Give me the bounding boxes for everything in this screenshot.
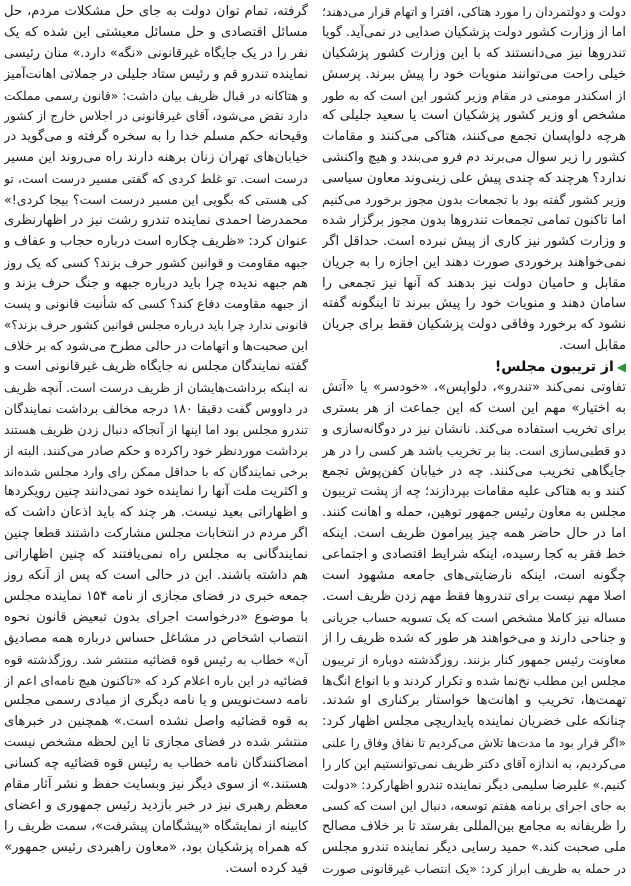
text-line: کنند و به هتاکی علیه مقامات بپردازند؛ چه از پشت تریبون xyxy=(322,484,626,500)
left-column xyxy=(4,2,308,879)
text-line: گرفته، تمام توان دولت به جای حل مشکلات مردم، حل xyxy=(4,4,308,19)
text-line: مسائل اقتصادی و حل مسائل معیشتی این شده که یک xyxy=(4,24,308,40)
text-line: معظم رهبری نیز در خبر بازدید رئیس جمهوری و اعضای xyxy=(4,797,308,813)
text-line: مساله نیز کاملا مشخص است که یک تسویه حساب جریانی xyxy=(322,609,626,625)
text-line: درست است. تو غلط کردی که گفتی مسیر درست است، تو xyxy=(4,172,308,187)
text-line: وزیر کشور گفته بود با تجمعات بدون مجوز برخورد می‌کنیم xyxy=(322,192,626,208)
text-line: به قوه قضائیه واصل نشده است.» همچنین در خبرهای xyxy=(4,714,308,730)
text-line: دولت و دولتمردان را مورد هتاکی، افترا و اتهام قرار می‌دهند؛ xyxy=(322,5,626,19)
text-line: نمی‌خواهند برخوردی صورت دهند این اجازه را به جریان xyxy=(322,254,626,270)
text-line: تهمت‌ها، تخریب و اهانت‌ها خواستار برکناری او شدند. xyxy=(322,693,626,709)
text-line: عنوان کرد: «ظریف چکاره است درباره حجاب و عفاف و xyxy=(4,233,308,249)
text-line: قید کرده است. xyxy=(225,860,308,876)
text-line: هستند.» از سوی دیگر نیز وبسایت حفظ و نشر آثار مقام xyxy=(4,776,308,792)
text-line: از جبهه مقاومت دفاع کند؟ کسی که شأنیت قانونی و پست xyxy=(4,296,308,312)
text-line: دو قطبی‌سازی است. بنا بر تخریب باشد هر کسی را در هر xyxy=(322,442,626,458)
text-line: جایگاهی تخریب می‌کنند. چه در خیابان کفن‌پوش تجمع xyxy=(322,463,626,479)
text-line: سامان دهند و منویات خود را پیش ببرند تا اینگونه گفته xyxy=(322,296,626,312)
text-line: تندروها نیز می‌دانستند که با این وزارت کشور پزشکیان xyxy=(322,45,626,61)
text-line: و هتاکانه در قبال ظریف بیان داشت: «قانون رسمی مملکت xyxy=(4,88,308,103)
text-line: آن» خطاب به رئیس قوه قضائیه منتشر شد. روزگذشته قوه xyxy=(4,652,308,667)
text-line: و وزارت کشور نیز کاری از پیش نبرده است. حداقل اگر xyxy=(322,233,626,249)
section-heading-text: از تریبون مجلس! xyxy=(494,359,614,376)
text-line: محمدرضا احمدی نماینده تندرو رشت نیز در اظهارنظری xyxy=(4,212,308,228)
article-paragraph-continued xyxy=(4,2,308,879)
text-line: خیابان‌های تهران زنان برهنه دارند راه می‌روند این مسیر xyxy=(4,150,308,166)
text-line: کی هستی که بگویی این مسیر درست است؟ بیجا کردی!» xyxy=(4,192,308,208)
text-line: به اختیار» مهم این است که این جماعت از هر بستری xyxy=(322,400,626,416)
text-line: قضائیه در این باره اعلام کرد که «تاکنون هیچ نامه‌ای اعم از xyxy=(4,672,308,688)
text-line: اصلا مهم نیست برای تندروها فقط مهم زدن ظریف است. xyxy=(322,588,626,604)
text-line: در داووس گفت دقیقا ۱۸۰ درجه مخالف برداشت نمایندگان xyxy=(4,400,308,416)
triangle-left-icon: ◀ xyxy=(616,360,626,375)
text-line: و اظهاراتی بعید نیست. هر چند که باید اذعان داشت که xyxy=(4,505,308,521)
text-line: منتشر شده در فضای مجازی تا این لحظه مشخص نیست xyxy=(4,735,308,751)
text-line: نامه دست‌نویس و یا نامه دیگری از مبادی رسمی مجلس xyxy=(4,693,308,709)
text-line: امضاکنندگان نامه خطاب به رئیس قوه قضائیه چه کسانی xyxy=(4,756,308,772)
text-line: کابینه از نمایشگاه «پیشگامان پیشرفت»، سمت ظریف را xyxy=(4,818,308,834)
text-line: تفاوتی نمی‌کند «تندرو»، دلواپس»، «خودسر» یا «آتش xyxy=(322,380,626,396)
text-line: این صحبت‌ها و اتهامات در حالی مطرح می‌شود که بر خلاف xyxy=(4,338,308,354)
text-line: را ظریفانه به مجامع بین‌المللی بفرستد تا بر خلاف مصالح xyxy=(322,818,626,834)
text-line: به جای اجرای برنامه هفتم توسعه، دنبال این است که کسی xyxy=(322,797,626,813)
text-line: مقابل است. xyxy=(559,338,626,354)
text-line: «اگر قرار بود ما مدت‌ها تلاش می‌کردیم تا نفاق وفاق را علنی xyxy=(322,736,626,751)
text-line: نماینده تندرو قم و رئیس ستاد جلیلی در جملاتی اهانت‌آمیز xyxy=(4,66,308,82)
text-line: مقابل و حامیان دولت نیز بدهند که آنها نیز تجمعی را xyxy=(322,275,626,291)
right-column xyxy=(322,2,626,879)
text-line: جمعه خبری در فضای مجازی از نامه ۱۵۴ نماینده مجلس xyxy=(4,588,308,604)
text-line: با موضوع «درخواست اجرای بدون تبعیض قانون نحوه xyxy=(4,609,308,625)
text-line: می‌کردیم، به اندازه آقای دکتر ظریف نمی‌توانستیم این کار را xyxy=(322,757,626,772)
text-line: نمایندگانی به مجلس راه نمی‌یافتند که چنین اظهاراتی xyxy=(4,547,308,563)
text-line: انتصاب اشخاص در مشاغل حساس درباره همه مصادیق xyxy=(4,630,308,646)
text-line: و جناحی دارند و می‌خواهند هر طور که شده ظریف را از xyxy=(322,630,626,646)
text-line: دارد نقض می‌شود، آقای غیرقانونی در اجلاس خارج از کشور xyxy=(4,109,308,124)
text-line: هم جبهه ندیده چرا باید درباره جبهه و جنگ حرف بزند و xyxy=(4,275,308,291)
text-line: چنانکه علی خضریان نماینده پایداریچی مجلس اظهار کرد: xyxy=(322,714,626,730)
text-line: برخی نمایندگان که با حداقل ممکن رای وارد مجلس شده‌اند xyxy=(4,464,308,479)
text-line: هرچه دلواپسان تجمع می‌کنند، هتاکی می‌کنند و مقامات xyxy=(322,129,626,145)
section-heading xyxy=(322,357,626,378)
text-line: خط فقر به کجا رسیده، اینکه شرایط اقتصادی و اجتماعی xyxy=(322,547,626,563)
text-line: که همراه پزشکیان بود، «معاون راهبردی رئیس جمهور» xyxy=(4,839,308,855)
text-line: معاونت رئیس جمهور کنار بزنند. روزگذشته دوباره از تریبون xyxy=(322,652,626,667)
text-line: نشود که برخورد وفاقی دولت پزشکیان فقط برای جریان xyxy=(322,317,626,333)
text-line: اما از وزارت کشور دولت پزشکیان صدایی در نمی‌آید. گویا xyxy=(322,24,626,40)
text-line: اما در حال حاضر همه چیز پیرامون ظریف است. اینکه xyxy=(322,526,626,542)
text-line: چگونه است، اینکه نارضایتی‌های جامعه مشهود است xyxy=(322,568,626,584)
text-line: اگر مردم در انتخابات مجلس مشارکت داشتند قطعا چنین xyxy=(4,526,308,542)
text-line: گفته نمایندگان مجلس نه جایگاه ظریف غیرقانونی است و xyxy=(4,359,308,375)
text-line: مشخص او وزیر کشور پزشکیان است یا سعید جلیلی که xyxy=(322,108,626,124)
text-line: خیلی راحت می‌توانند منویات خود را پیش ببرند. پرسش xyxy=(322,66,626,82)
text-line: برداشت موردنظر خود راکرده و حکم صادر می‌کنند. البته از xyxy=(4,442,308,458)
text-line: ندارد؟ هرچند که چندی پیش علی زینی‌وند معاون سیاسی xyxy=(322,171,626,187)
article-paragraph-parliament xyxy=(322,378,626,879)
article-paragraph-interior-ministry xyxy=(322,2,626,357)
text-line: نه اینکه برداشت‌هایشان از ظریف درست است. آنچه ظریف xyxy=(4,381,308,396)
text-line: کنیم.» علیرضا سلیمی دیگر نماینده تندرو اظهارکرد: «دولت xyxy=(322,776,626,792)
text-line: تندرو مجلس بود اما اینها از آنجاکه دنبال زدن ظریف هستند xyxy=(4,421,308,437)
text-line: از اسکندر مومنی در مقام وزیر کشور این است که به طور xyxy=(322,87,626,103)
text-line: برای تخریب استفاده می‌کند. نانشان نیز در دوگانه‌سازی و xyxy=(322,421,626,437)
text-line: نفر را در یک جایگاه غیرقانونی «نگه» دارد.» منان رئیسی xyxy=(4,45,308,61)
text-line: و اکثریت ملت آنها را نماینده خود نمی‌دانند چنین رویکردها xyxy=(4,484,308,500)
text-line: ملی صحبت کند.» حمید رسایی دیگر نماینده تندرو مجلس xyxy=(322,839,626,855)
text-line: قانونی ندارد چرا باید درباره مجلس قوانین کشور حرف بزند؟» xyxy=(4,318,308,333)
text-line: در حمله به ظریف ابراز کرد: «یک انتصاب غیرقانونی صورت xyxy=(322,861,626,876)
text-line: مجلس این مطلب نخ‌نما شده و تکرار کردند و با انواع انگ‌ها xyxy=(322,672,626,688)
text-line: هم داشته باشند. این در حالی است که پس از آنکه روز xyxy=(4,568,308,584)
text-line: جبهه مقاومت و قوانین کشور حرف بزند؟ کسی که یک روز xyxy=(4,254,308,270)
text-line: مجلس به معاون رئیس جمهور توهین، حمله و اهانت کنند. xyxy=(322,505,626,521)
text-line: وقیحانه حکم مسلم خدا را به سخره گرفته و می‌گوید در xyxy=(4,129,308,145)
text-line: اما تاکنون تمامی تجمعات تندروها بدون مجوز برگزار شده xyxy=(322,212,626,228)
text-line: کشور را زیر سوال می‌برند دم فرو می‌بندد و هیچ واکنشی xyxy=(322,150,626,166)
